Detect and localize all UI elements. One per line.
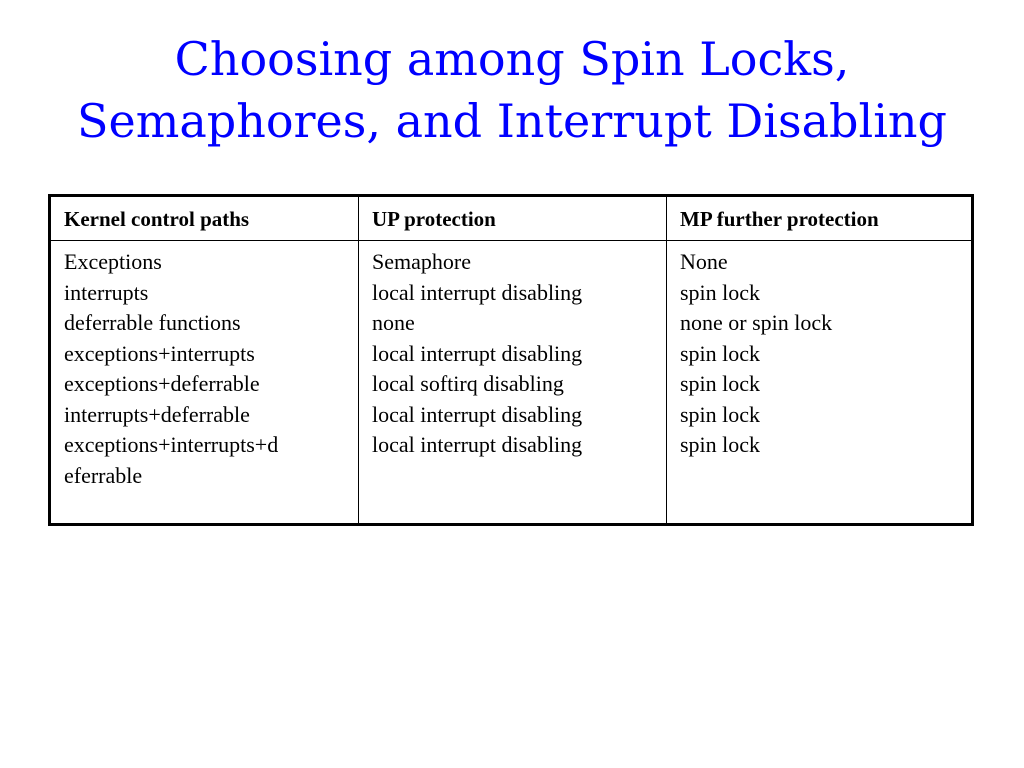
table-cell: none or spin lock xyxy=(680,310,833,335)
table-cell: none xyxy=(372,310,415,335)
table-cell: exceptions+interrupts+d xyxy=(64,432,279,457)
title-line-2: Semaphores, and Interrupt Disabling xyxy=(77,94,947,148)
table-cell: Semaphore xyxy=(372,249,471,274)
table-cell: spin lock xyxy=(680,340,761,366)
table-cell: deferrable functions xyxy=(64,310,241,335)
table-cell: local interrupt disabling xyxy=(372,401,583,427)
table-cell: Exceptions xyxy=(64,249,162,274)
table-cell: spin lock xyxy=(680,371,761,396)
table-cell: local interrupt disabling xyxy=(372,432,583,457)
header-mp-further-protection: MP further protection xyxy=(667,197,971,241)
column-kernel-control-paths xyxy=(51,241,359,523)
header-kernel-control-paths: Kernel control paths xyxy=(51,197,359,241)
table-cell: eferrable xyxy=(64,462,143,488)
table-cell: exceptions+interrupts xyxy=(64,340,255,366)
column-up-protection xyxy=(359,241,667,523)
table-cell: spin lock xyxy=(680,401,761,427)
slide-title xyxy=(0,28,1024,152)
table-cell: exceptions+deferrable xyxy=(64,371,260,396)
table-cell: local interrupt disabling xyxy=(372,340,583,366)
table-cell: local softirq disabling xyxy=(372,371,564,396)
header-up-protection: UP protection xyxy=(359,197,667,241)
table-cell: local interrupt disabling xyxy=(372,279,583,305)
table-cell: spin lock xyxy=(680,432,761,457)
table-cell: None xyxy=(680,249,728,274)
protection-table xyxy=(48,194,974,526)
title-line-1: Choosing among Spin Locks, xyxy=(174,32,850,86)
table-cell: interrupts xyxy=(64,279,149,305)
column-mp-further-protection xyxy=(667,241,971,523)
table-cell: interrupts+deferrable xyxy=(64,401,250,427)
table-cell: spin lock xyxy=(680,279,761,305)
